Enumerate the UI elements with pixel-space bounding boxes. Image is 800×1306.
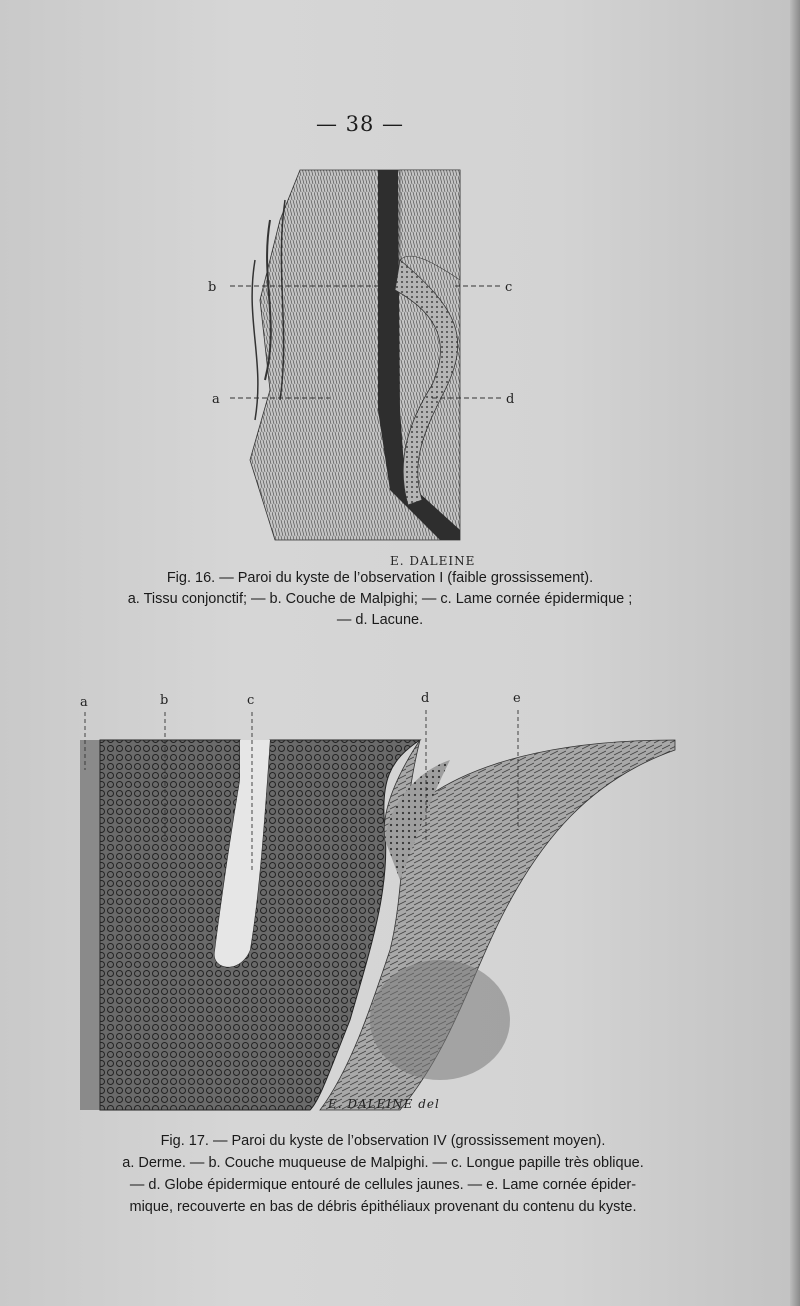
figure-17-drawing xyxy=(70,690,690,1120)
fig17-caption-line2: a. Derme. — b. Couche muqueuse de Malpighi. — c. Longue papille très oblique. xyxy=(122,1155,644,1171)
fig17-label-a: a xyxy=(80,695,88,710)
fig16-label-a: a xyxy=(212,392,220,407)
fig17-label-b: b xyxy=(160,693,169,708)
figure-16-illustration xyxy=(200,160,530,570)
fig16-caption-line3: — d. Lacune. xyxy=(336,612,424,628)
figure-16-drawing xyxy=(200,160,530,570)
fig17-label-e: e xyxy=(513,691,521,706)
fig16-caption-line2: a. Tissu conjonctif; — b. Couche de Malpighi; — c. Lame cornée épidermique ; xyxy=(127,591,633,607)
figure-17-illustration xyxy=(70,690,690,1120)
fig17-caption-line3: — d. Globe épidermique entouré de cellules jaunes. — e. Lame cornée épider- xyxy=(129,1177,637,1193)
figure-17-caption xyxy=(58,1130,708,1218)
fig17-label-c: c xyxy=(247,693,255,708)
fig17-caption-line4: mique, recouverte en bas de débris épithéliaux provenant du contenu du kyste. xyxy=(129,1199,637,1215)
fig17-label-d: d xyxy=(421,691,430,706)
fig16-label-b: b xyxy=(208,280,217,295)
fig16-caption-line1: Fig. 16. — Paroi du kyste de l’observation I (faible grossissement). xyxy=(166,570,594,586)
figure-16-caption xyxy=(80,568,680,631)
fig16-label-d: d xyxy=(506,392,515,407)
fig17-signature: E. DALEINE del xyxy=(328,1097,440,1111)
page-edge-shadow xyxy=(790,0,800,1306)
fig16-label-c: c xyxy=(505,280,513,295)
page-number: — 38 — xyxy=(315,112,405,136)
fig17-caption-line1: Fig. 17. — Paroi du kyste de l’observation IV (grossissement moyen). xyxy=(160,1133,606,1149)
fig16-signature: E. DALEINE xyxy=(390,554,476,568)
